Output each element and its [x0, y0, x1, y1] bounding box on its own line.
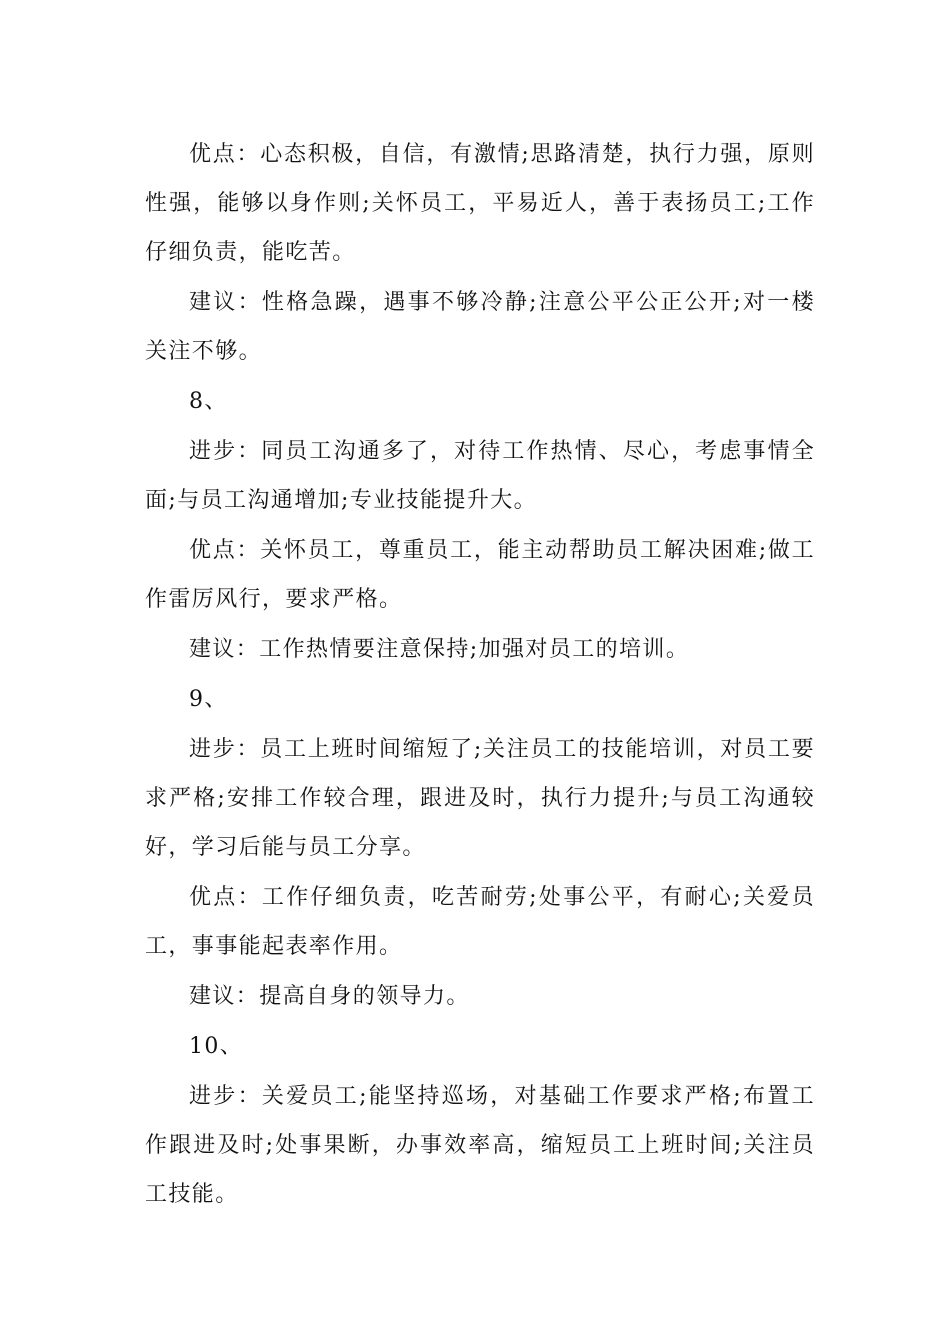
paragraph-suggestions-8: 建议：工作热情要注意保持;加强对员工的培训。: [189, 637, 690, 662]
paragraph-strengths-8: 优点：关怀员工，尊重员工，能主动帮助员工解决困难;做工作雷厉风行，要求严格。: [145, 538, 815, 612]
paragraph-progress-8: 进步：同员工沟通多了，对待工作热情、尽心，考虑事情全面;与员工沟通增加;专业技能提升大。: [145, 439, 815, 513]
section-number-8: 8、: [189, 389, 228, 414]
paragraph-strengths-7: 优点：心态积极，自信，有激情;思路清楚，执行力强，原则性强，能够以身作则;关怀员工，平易近人，善于表扬员工;工作仔细负责，能吃苦。: [145, 142, 815, 265]
section-number-9: 9、: [189, 687, 228, 712]
paragraph-strengths-9: 优点：工作仔细负责，吃苦耐劳;处事公平，有耐心;关爱员工，事事能起表率作用。: [145, 885, 815, 959]
paragraph-progress-10: 进步：关爱员工;能坚持巡场，对基础工作要求严格;布置工作跟进及时;处事果断，办事效率高，缩短员工上班时间;关注员工技能。: [145, 1084, 815, 1207]
section-number-10: 10、: [189, 1034, 244, 1059]
paragraph-suggestions-9: 建议：提高自身的领导力。: [189, 984, 470, 1009]
document-body: [145, 130, 815, 1220]
paragraph-progress-9: 进步：员工上班时间缩短了;关注员工的技能培训，对员工要求严格;安排工作较合理，跟进及时，执行力提升;与员工沟通较好，学习后能与员工分享。: [145, 737, 815, 860]
paragraph-suggestions-7: 建议：性格急躁，遇事不够冷静;注意公平公正公开;对一楼关注不够。: [145, 290, 815, 364]
